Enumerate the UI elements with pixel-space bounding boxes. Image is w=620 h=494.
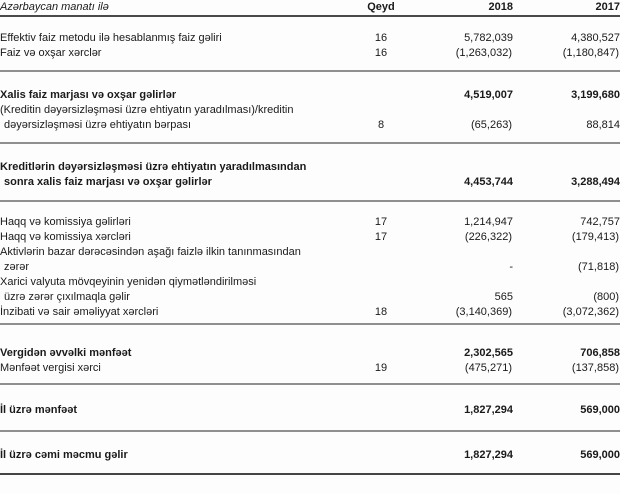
spacer [0, 61, 620, 71]
table-row [0, 245, 620, 275]
table-row [0, 46, 620, 61]
table-row [0, 305, 620, 320]
row-label: Xalis faiz marjası və oxşar gəlirlər [0, 89, 177, 101]
row-value-2017: 3,288,494 [571, 176, 620, 188]
row-value-2018: (475,271) [464, 362, 512, 374]
row-value-2018: (1,263,032) [455, 47, 512, 59]
row-value-2017: (137,858) [571, 362, 619, 374]
row-note: 19 [374, 362, 388, 374]
separator-rule [0, 384, 620, 403]
row-label: Haqq və komissiya xərcləri [0, 231, 131, 243]
row-label: Haqq və komissiya gəlirləri [0, 216, 131, 228]
bottom-rule [0, 474, 620, 477]
spacer [0, 16, 620, 31]
row-note [345, 403, 417, 418]
table-row-subtotal [0, 88, 620, 103]
row-note: 16 [374, 47, 388, 59]
table-row [0, 230, 620, 245]
row-label: Xarici valyuta mövqeyinin yenidən qiymətləndirilməsi üzrə zərər çıxılmaqla gəlir [0, 276, 257, 303]
row-label: Aktivlərin bazar dərəcəsindən aşağı faizlə ilkin tanınmasından zərər [0, 246, 301, 273]
table-row [0, 275, 620, 305]
separator-rule [0, 143, 620, 160]
row-note [345, 245, 417, 275]
table-row-total [0, 403, 620, 418]
row-label: Faiz və oxşar xərclər [0, 47, 102, 59]
row-label: Mənfəət vergisi xərci [0, 362, 101, 374]
row-note [345, 275, 417, 305]
row-value-2018: 1,827,294 [464, 404, 513, 416]
row-note [345, 448, 417, 463]
row-note: 18 [374, 306, 388, 318]
row-label: Kreditlərin dəyərsizləşməsi üzrə ehtiyatın yaradılmasından sonra xalis faiz marjası və oxşar gəlirlər [0, 161, 307, 188]
row-value-2017: 706,858 [580, 347, 620, 359]
row-value-2017: 569,000 [580, 449, 620, 461]
row-note [345, 88, 417, 103]
row-label: İnzibati və sair əməliyyat xərcləri [0, 306, 159, 318]
separator-rule [0, 431, 620, 448]
row-label: Vergidən əvvəlki mənfəət [0, 347, 132, 359]
row-value-2018: 2,302,565 [464, 347, 513, 359]
row-value-2018: 4,453,744 [464, 176, 513, 188]
row-value-2017: (3,072,362) [562, 306, 619, 318]
row-value-2017: 742,757 [580, 216, 620, 228]
column-header-note: Qeyd [345, 0, 417, 16]
currency-note: Azərbaycan manatı ilə [0, 0, 345, 16]
row-value-2017: 569,000 [580, 404, 620, 416]
separator-rule [0, 71, 620, 88]
table-row-subtotal [0, 346, 620, 361]
spacer [0, 376, 620, 384]
row-note: 8 [377, 119, 385, 131]
row-value-2018: 1,827,294 [464, 449, 513, 461]
column-header-2018: 2018 [417, 0, 513, 16]
row-value-2017: 3,199,680 [571, 89, 620, 101]
row-value-2018: (226,322) [464, 231, 512, 243]
row-label: İl üzrə mənfəət [0, 404, 78, 416]
row-value-2017: (71,818) [578, 261, 619, 273]
row-value-2017: (179,413) [571, 231, 619, 243]
row-value-2018: 4,519,007 [464, 89, 513, 101]
row-label: (Kreditin dəyərsizləşməsi üzrə ehtiyatın yaradılması)/kreditin dəyərsizləşməsi üzrə ehtiyatın bərpası [0, 104, 294, 131]
column-header-2017: 2017 [513, 0, 620, 16]
row-value-2018: (65,263) [471, 119, 512, 131]
row-note: 17 [374, 216, 388, 228]
table-header-row [0, 0, 620, 16]
row-value-2017: 88,814 [586, 119, 620, 131]
separator-rule [0, 324, 620, 346]
row-value-2018: (3,140,369) [455, 306, 512, 318]
table-row-total [0, 448, 620, 463]
row-value-2017: (800) [593, 291, 619, 303]
row-value-2018: 565 [494, 291, 513, 303]
row-value-2017: (1,180,847) [562, 47, 619, 59]
row-value-2018: 5,782,039 [464, 32, 513, 44]
row-label: Effektiv faiz metodu ilə hesablanmış faiz gəliri [0, 32, 222, 44]
spacer [0, 190, 620, 201]
row-label: İl üzrə cəmi məcmu gəlir [0, 449, 128, 461]
row-note: 17 [374, 231, 388, 243]
table-row [0, 31, 620, 46]
table-row [0, 215, 620, 230]
table-row [0, 361, 620, 376]
table-row-subtotal [0, 160, 620, 190]
separator-rule [0, 201, 620, 215]
table-row [0, 103, 620, 133]
row-note [345, 346, 417, 361]
row-note: 16 [374, 32, 388, 44]
row-note [345, 160, 417, 190]
row-value-2018: 1,214,947 [464, 216, 513, 228]
spacer [0, 418, 620, 431]
row-value-2017: 4,380,527 [571, 32, 620, 44]
row-value-2018: - [509, 261, 513, 273]
spacer [0, 133, 620, 143]
spacer [0, 463, 620, 474]
